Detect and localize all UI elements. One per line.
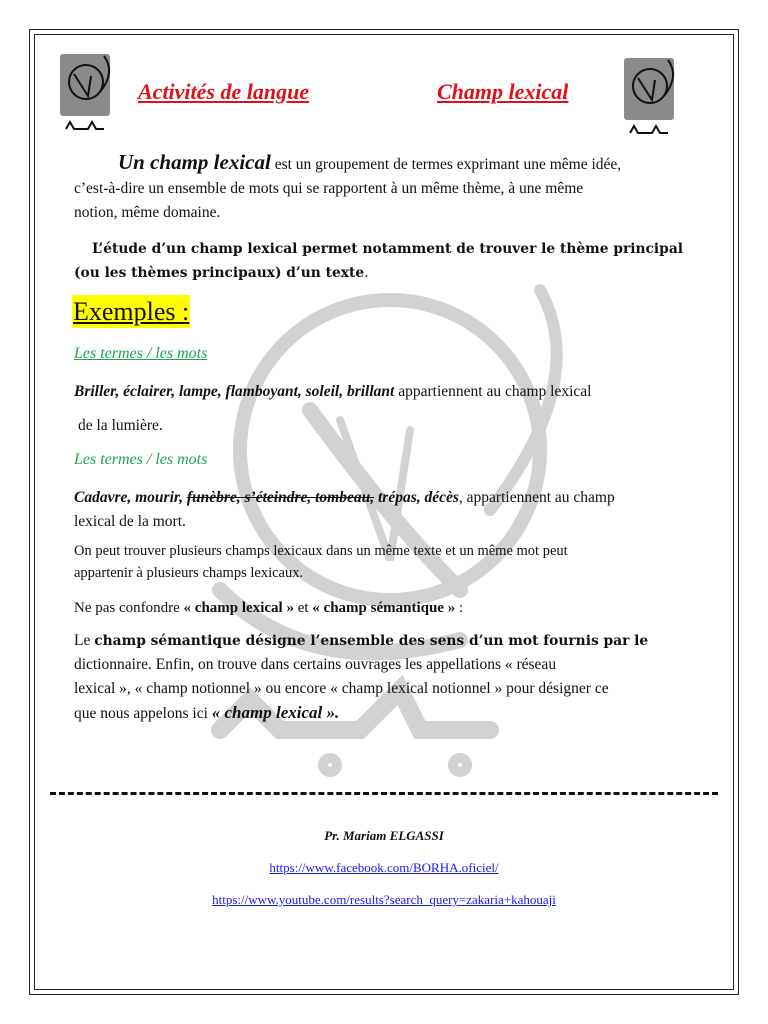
paragraph-line: appartenir à plusieurs champs lexicaux. bbox=[74, 565, 304, 581]
definition-paragraph bbox=[74, 150, 704, 225]
example-lumiere bbox=[74, 380, 704, 404]
subheading-termes: Les termes / les mots bbox=[74, 451, 208, 468]
subheading-termes: Les termes / les mots bbox=[74, 345, 208, 362]
definition-lead: Un champ lexical bbox=[118, 150, 271, 174]
example-terms: Briller, éclairer, lampe, flamboyant, soleil, brillant bbox=[74, 383, 395, 400]
etude-end: . bbox=[364, 265, 369, 281]
example-mort bbox=[74, 486, 704, 534]
paragraph-text: Le bbox=[74, 632, 95, 649]
definition-text: notion, même domaine. bbox=[74, 204, 221, 221]
example-text: lexical de la mort. bbox=[74, 513, 186, 530]
header-title-champ-lexical: Champ lexical bbox=[437, 79, 569, 104]
dashed-separator bbox=[50, 792, 718, 795]
example-lumiere-line2: de la lumière. bbox=[78, 417, 163, 434]
definition-text: c’est-à-dire un ensemble de mots qui se rapportent à un même thème, à une même bbox=[74, 180, 584, 197]
paragraph-text: Ne pas confondre bbox=[74, 600, 184, 616]
example-terms-struck: funèbre, s’éteindre, tombeau, bbox=[186, 489, 375, 506]
etude-text: L’étude d’un champ lexical permet notamment de trouver le thème principal (ou les thèmes principaux) d’un texte bbox=[74, 241, 684, 281]
definition-text: est un groupement de termes exprimant une même idée, bbox=[270, 156, 622, 173]
exemples-heading: Exemples : bbox=[73, 297, 190, 326]
term-champ-lexical: « champ lexical ». bbox=[211, 703, 340, 722]
champ-semantique-paragraph bbox=[74, 629, 704, 726]
header-title-activites: Activités de langue bbox=[138, 79, 310, 104]
term-champ-lexical: « champ lexical » bbox=[183, 600, 294, 616]
example-text: appartiennent au champ lexical bbox=[394, 383, 592, 400]
etude-paragraph bbox=[74, 237, 704, 285]
footer-author: Pr. Mariam ELGASSI bbox=[324, 828, 444, 843]
example-text: , appartiennent au champ bbox=[458, 489, 615, 506]
paragraph-text: que nous appelons ici bbox=[74, 705, 212, 722]
youtube-link[interactable]: https://www.youtube.com/results?search_query=zakaria+kahouaji bbox=[212, 892, 556, 907]
facebook-link[interactable]: https://www.facebook.com/BORHA.oficiel/ bbox=[269, 860, 499, 875]
paragraph-bold-text: champ sémantique désigne l’ensemble des sens d’un mot fournis par le bbox=[94, 633, 649, 649]
borha-logo-icon bbox=[58, 52, 118, 134]
paragraph-line: dictionnaire. Enfin, on trouve dans certains ouvrages les appellations « réseau bbox=[74, 656, 557, 673]
paragraph-text: : bbox=[455, 600, 464, 616]
example-terms: trépas, décès bbox=[374, 489, 459, 506]
paragraph-line: On peut trouver plusieurs champs lexicaux dans un même texte et un même mot peut bbox=[74, 543, 568, 559]
ne-pas-confondre-paragraph bbox=[74, 596, 704, 620]
paragraph-line: lexical », « champ notionnel » ou encore « champ lexical notionnel » pour désigner ce bbox=[74, 680, 609, 697]
borha-logo-icon bbox=[622, 56, 682, 138]
plusieurs-champs-paragraph bbox=[74, 540, 704, 584]
term-champ-semantique: « champ sémantique » bbox=[312, 600, 456, 616]
example-terms: Cadavre, mourir, bbox=[74, 489, 187, 506]
paragraph-text: et bbox=[293, 600, 313, 616]
